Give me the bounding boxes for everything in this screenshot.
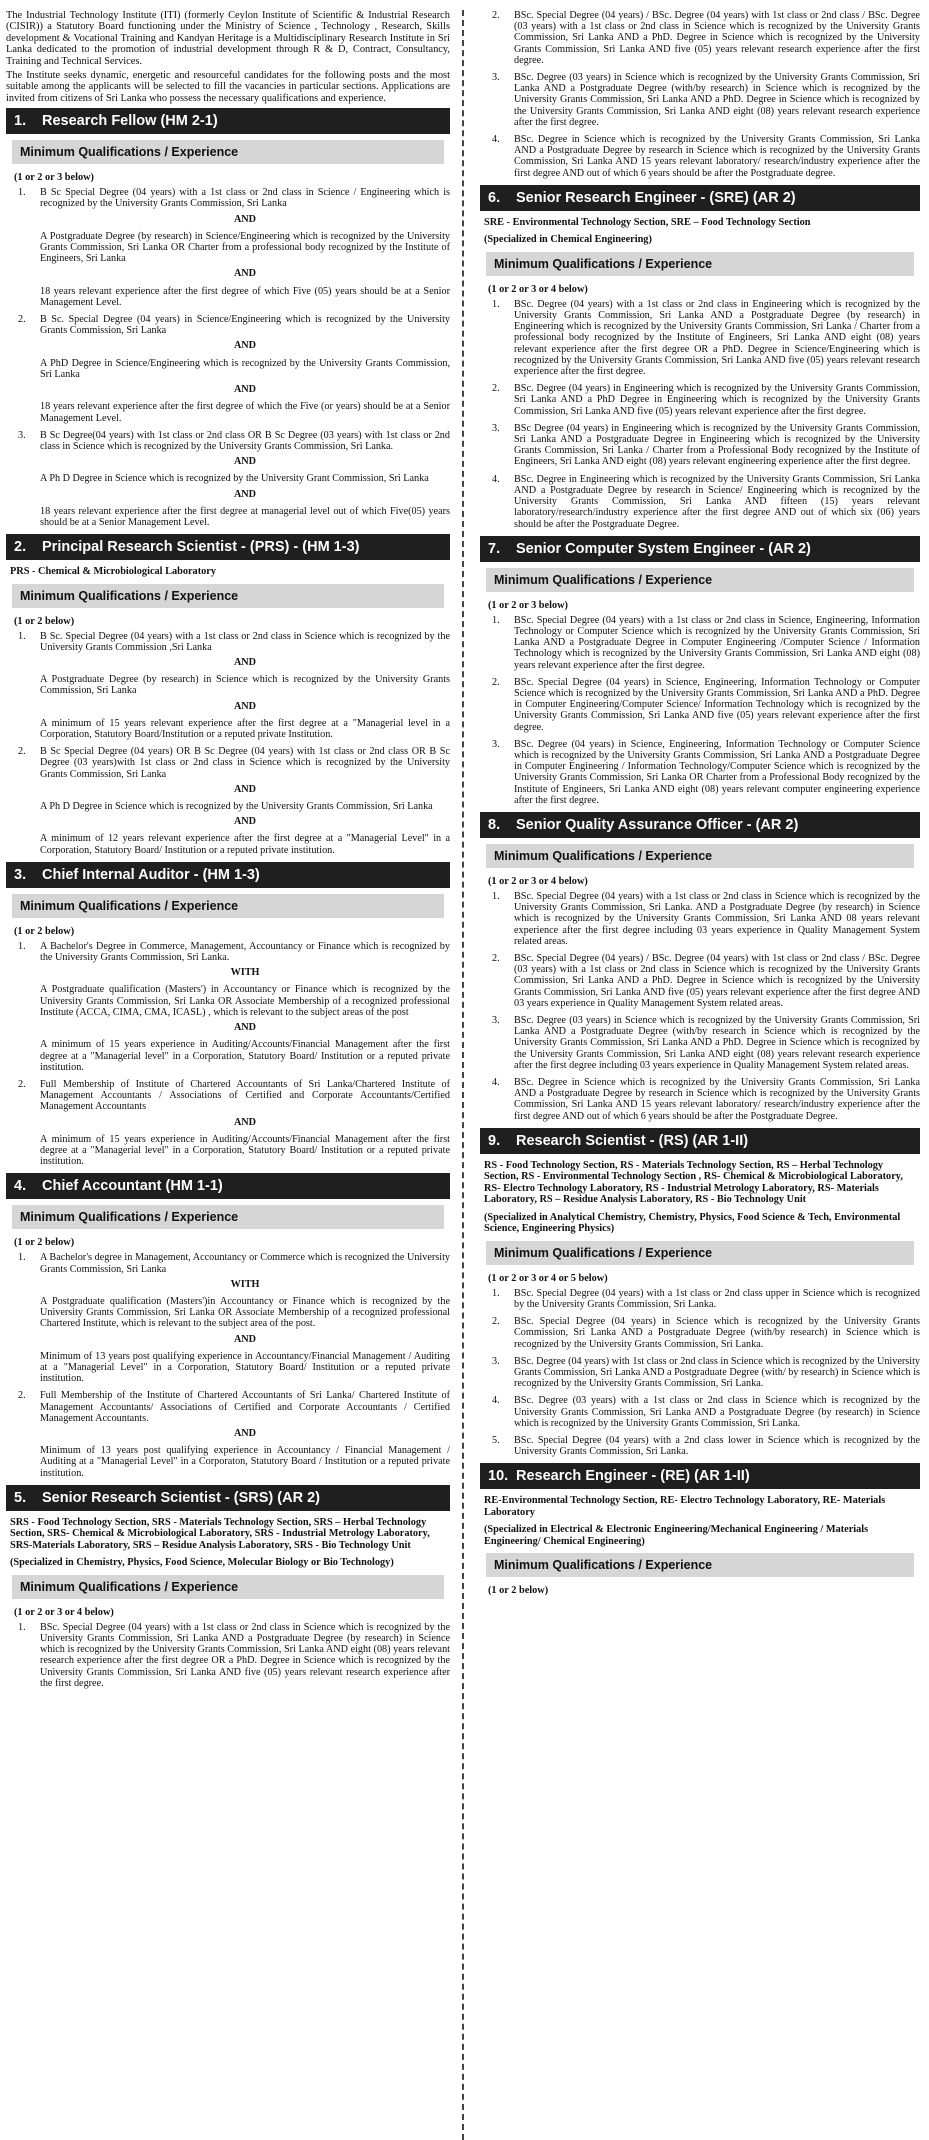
item-text: BSc. Degree (04 years) with 1st class or 2nd class in Science which is recognized by the University Grants Commission, Sri Lanka AND a Postgraduate Degree (with/ by research) in Science which is recognized by the University Grants Commission, Sri Lanka. bbox=[514, 1355, 920, 1390]
qualifications-banner: Minimum Qualifications / Experience bbox=[12, 140, 444, 164]
item-number: 2. bbox=[492, 10, 500, 21]
section-title: Senior Quality Assurance Officer - (AR 2) bbox=[516, 816, 799, 833]
item-text: BSc. Special Degree (04 years) with a 1st class or 2nd class in Science which is recognized by the University Grants Commission, Sri Lanka. AND a Postgraduate Degree (by research) in Science which is recognized by the University Grants Commission, Sri Lanka AND 08 years relevant experience after the first degree including 03 years experience in Quality Management System related areas. bbox=[514, 890, 920, 947]
conjunction: AND bbox=[233, 783, 257, 795]
section-number: 5. bbox=[14, 1489, 27, 1506]
job-section bbox=[6, 862, 450, 1167]
section-heading bbox=[6, 862, 450, 888]
item-text: BSc. Degree (04 years) in Engineering which is recognized by the University Grants Commission, Sri Lanka AND a PhD Degree in Engineering which is recognized by the University Grants Commission, Sri Lanka AND five (05) years relevant experience after the first degree. bbox=[514, 383, 920, 417]
section-specialization: (Specialized in Chemistry, Physics, Food Science, Molecular Biology or Bio Technology) bbox=[10, 1557, 394, 1569]
section-heading bbox=[6, 1173, 450, 1199]
qualification-item bbox=[488, 1288, 920, 1310]
section-heading bbox=[6, 534, 450, 560]
item-number: 1. bbox=[492, 614, 500, 626]
qualification-item bbox=[488, 677, 920, 733]
right-sections bbox=[480, 185, 920, 1597]
qualifications-banner: Minimum Qualifications / Experience bbox=[12, 1205, 444, 1229]
item-text: BSc. Special Degree (04 years) with a 2nd class lower in Science which is recognized by the University Grants Commission, Sri Lanka. bbox=[514, 1435, 920, 1458]
section-units: RS - Food Technology Section, RS - Materials Technology Section, RS – Herbal Technology Section, RS - Environmental Technology Section , RS- Chemical & Microbiological Laboratory, RS- Electro Technology Laboratory, RS - Industrial Metrology Laboratory, RS- Materials Laboratory, RS – Residue Analysis Laboratory, RS - Bio Technology Unit bbox=[484, 1159, 903, 1206]
qualification-item bbox=[14, 1390, 450, 1478]
section-number: 9. bbox=[488, 1132, 501, 1149]
qualification-item bbox=[488, 1077, 920, 1122]
item-number: 1. bbox=[18, 940, 26, 952]
job-section bbox=[6, 108, 450, 528]
section-title: Research Engineer - (RE) (AR 1-II) bbox=[516, 1468, 750, 1485]
item-text: BSc. Degree (03 years) with a 1st class or 2nd class in Science which is recognized by the University Grants Commission, Sri Lanka AND a Postgraduate Degree (by research) in Science which is recognized by the University Grants Commission, Sri Lanka. bbox=[514, 1395, 920, 1429]
continued-items bbox=[480, 10, 920, 179]
item-text: BSc. Degree in Science which is recognized by the University Grants Commission, Sri Lanka AND a Postgraduate Degree by research in Science which is recognized by the University Grants Commission, Sri Lanka AND 15 years relevant laboratory/ research/industry experience after the first degree AND out of which 6 years should be after the Postgraduate Degree. bbox=[514, 1077, 920, 1122]
section-number: 1. bbox=[14, 113, 27, 130]
item-text: A minimum of 12 years relevant experience after the first degree at a "Managerial Level" in a Corporation, Statutory Board/ Institution or a reputed private institution. bbox=[40, 833, 450, 856]
options-note: (1 or 2 or 3 or 4 below) bbox=[488, 283, 588, 295]
conjunction: AND bbox=[233, 1427, 257, 1439]
item-number: 1. bbox=[18, 1252, 26, 1264]
item-text: BSc. Degree (03 years) in Science which is recognized by the University Grants Commission, Sri Lanka AND a Postgraduate Degree (with/by research in Science which is recognized by the University Grants Commission, Sri Lanka AND a PhD. Degree in Science which is recognized by the University Grants Commission, Sri Lanka AND eight (08) years relevant research experience after the first degree including 03 years experience in Quality Management System related areas. bbox=[514, 1014, 920, 1071]
item-text: 18 years relevant experience after the first degree at managerial level out of which Five(05) years should be at a Senior Management Level. bbox=[40, 505, 450, 528]
section-number: 3. bbox=[14, 866, 27, 883]
section-title: Chief Internal Auditor - (HM 1-3) bbox=[42, 866, 260, 883]
qualification-item bbox=[488, 1015, 920, 1071]
section-heading bbox=[480, 812, 920, 838]
item-number: 1. bbox=[492, 298, 500, 310]
item-text: B Sc. Special Degree (04 years) with a 1st class or 2nd class in Science which is recognized by the University Grants Commission ,Sri Lanka bbox=[40, 630, 450, 653]
item-text: A minimum of 15 years experience in Auditing/Accounts/Financial Management after the first degree at a "Managerial level" in a Corporation, Statutory Board/ Institution or a reputed private institution. bbox=[40, 1133, 450, 1168]
qualification-item bbox=[488, 1316, 920, 1350]
job-section bbox=[480, 1463, 920, 1596]
qualification-item bbox=[14, 430, 450, 528]
item-number: 2. bbox=[18, 1390, 26, 1402]
qualifications-banner: Minimum Qualifications / Experience bbox=[12, 584, 444, 608]
item-text: BSc Degree (04 years) in Engineering which is recognized by the University Grants Commission, Sri Lanka AND a Postgraduate Degree in Engineering which is recognized by the University Grants Commission, Sri Lanka / Charter from a Professional Body recognized by the Institute of Engineers, Sri Lanka AND eight (08) years relevant engineering experience after the first degree. bbox=[514, 422, 920, 468]
section-title: Research Scientist - (RS) (AR 1-II) bbox=[516, 1132, 749, 1149]
item-text: A minimum of 15 years relevant experience after the first degree at a "Managerial level in a Corporation, Statutory Board/Institution or a reputed private Institution. bbox=[40, 717, 450, 741]
qualification-item bbox=[488, 10, 920, 66]
conjunction: AND bbox=[233, 1022, 257, 1034]
item-text: BSc. Special Degree (04 years) / BSc. Degree (04 years) with 1st class or 2nd class / BSc. Degree (03 years) with a 1st class or 2nd class in Science which is recognized by the University Grants Commission, Sri Lanka AND a PhD. Degree in Science which is recognized by the University Grants Commission, Sri Lanka AND five (05) years relevant research experience after the first degree. bbox=[514, 10, 920, 66]
options-note: (1 or 2 or 3 or 4 or 5 below) bbox=[488, 1272, 608, 1284]
item-text: BSc. Degree in Engineering which is recognized by the University Grants Commission, Sri Lanka AND a Postgraduate Degree by research in Science/ Engineering which is recognized by the University Grants Commission, Sri Lanka AND fifteen (15) years relevant laboratory/research/industry experience after the first degree AND out of which six (06) years should be after the Postgraduate Degree. bbox=[514, 473, 920, 530]
item-number: 3. bbox=[18, 429, 26, 441]
qualification-item bbox=[14, 1622, 450, 1689]
item-text: Full Membership of the Institute of Chartered Accountants of Sri Lanka/ Chartered Institute of Management Accountants/ Associations of Certified and Corporate Accountants / Certified Management Accountants. bbox=[40, 1390, 450, 1424]
qualification-item bbox=[14, 187, 450, 308]
qualification-item bbox=[488, 891, 920, 947]
options-note: (1 or 2 or 3 or 4 below) bbox=[14, 1606, 114, 1618]
intro-paragraph: The Institute seeks dynamic, energetic and resourceful candidates for the following posts and the most suitable among the applicants will be selected to fill the vacancies in particular sections. Applications are invited from citizens of Sri Lanka who possess the necessary qualifications and experience. bbox=[6, 70, 450, 104]
section-number: 7. bbox=[488, 540, 501, 557]
section-number: 8. bbox=[488, 816, 501, 833]
item-number: 3. bbox=[492, 1355, 500, 1367]
item-text: A Bachelor's Degree in Commerce, Management, Accountancy or Finance which is recognized by the University Grants Commission, Sri Lanka. bbox=[40, 940, 450, 964]
qualification-list bbox=[6, 631, 450, 856]
item-number: 4. bbox=[492, 1395, 500, 1407]
conjunction: AND bbox=[233, 213, 257, 225]
qualification-list bbox=[480, 615, 920, 806]
conjunction: AND bbox=[233, 268, 257, 280]
qualification-item bbox=[14, 941, 450, 1073]
qualification-item bbox=[488, 615, 920, 671]
section-units: RE-Environmental Technology Section, RE- Electro Technology Laboratory, RE- Materials Laboratory bbox=[484, 1495, 886, 1518]
section-number: 2. bbox=[14, 539, 27, 556]
conjunction: AND bbox=[233, 700, 257, 712]
qualifications-banner: Minimum Qualifications / Experience bbox=[486, 252, 914, 276]
right-column bbox=[468, 10, 920, 2140]
item-text: A Postgraduate Degree (by research) in Science which is recognized by the University Grants Commission, Sri Lanka bbox=[40, 674, 450, 697]
conjunction: AND bbox=[233, 657, 257, 669]
item-number: 2. bbox=[18, 746, 26, 758]
item-text: BSc. Special Degree (04 years) with a 1st class or 2nd class upper in Science which is recognized by the University Grants Commission, Sri Lanka. bbox=[514, 1287, 920, 1311]
section-number: 10. bbox=[488, 1468, 509, 1485]
item-text: BSc. Degree (04 years) in Science, Engineering, Information Technology or Computer Science which is recognized by the University Grants Commission, Sri Lanka AND a Postgraduate Degree in Computer Engineering / Information Technology/Computer Science which is recognized by the University Grants Commission, Sri Lanka OR Charter from a Professional Body recognized by the Institute of Engineers, Sri Lanka AND eight (08) years relevant computer engineering experience after the first degree. bbox=[514, 738, 920, 806]
column-divider bbox=[462, 10, 464, 2140]
job-section bbox=[6, 1173, 450, 1478]
item-text: B Sc Degree(04 years) with 1st class or 2nd class OR B Sc Degree (03 years) with 1st class or 2nd class in Science which is recognized by the University Grants Commission, Sri Lanka. bbox=[40, 429, 450, 452]
job-section bbox=[480, 185, 920, 530]
options-note: (1 or 2 or 3 below) bbox=[488, 599, 568, 611]
item-text: A Postgraduate qualification (Masters')in Accountancy or Finance which is recognized by the University Grants Commission, Sri Lanka OR Associate Membership of a recognized professional Chartered Institute, which is relevant to the subject area of the post. bbox=[40, 1295, 450, 1330]
section-units: SRS - Food Technology Section, SRS - Materials Technology Section, SRS – Herbal Technology Section, SRS- Chemical & Microbiological Laboratory, SRS - Industrial Metrology Laboratory, SRS-Materials Laboratory, SRS – Residue Analysis Laboratory, SRS - Bio Technology Unit bbox=[10, 1516, 430, 1551]
item-text: B Sc Special Degree (04 years) with a 1st class or 2nd class in Science / Engineering which is recognized by the University Grants Commission, Sri Lanka bbox=[40, 187, 450, 210]
qualification-item bbox=[488, 1435, 920, 1457]
conjunction: AND bbox=[233, 1333, 257, 1345]
section-number: 4. bbox=[14, 1178, 27, 1195]
item-text: A minimum of 15 years experience in Auditing/Accounts/Financial Management after the first degree at a "Managerial level" in a Corporation, Statutory Board/ Institution or a reputed private institution. bbox=[40, 1039, 450, 1073]
qualification-item bbox=[488, 474, 920, 530]
qualification-item bbox=[488, 299, 920, 377]
item-number: 3. bbox=[492, 72, 500, 84]
qualification-list bbox=[480, 891, 920, 1122]
item-number: 2. bbox=[492, 952, 500, 964]
item-text: BSc. Degree (04 years) with a 1st class or 2nd class in Engineering which is recognized by the University Grants Commission, Sri Lanka AND a Postgraduate Degree (by research) in Engineering which is recognized by the University Grants Commission, Sri Lanka / Charter from a professional body recognized by the Institute of Engineers, Sri Lanka AND eight (08) years relevant experience after the first degree OR a PhD. Degree in Science/Engineering which is recognized by the University Grants Commission, Sri Lanka AND five (05) years relevant research experience after the first degree. bbox=[514, 298, 920, 378]
left-column bbox=[6, 10, 458, 2140]
qualification-item bbox=[488, 72, 920, 128]
item-number: 1. bbox=[18, 630, 26, 642]
options-note: (1 or 2 below) bbox=[14, 925, 75, 937]
item-text: Minimum of 13 years post qualifying experience in Accountancy / Financial Management / Auditing at a "Managerial Level" in a Corporaton, Statutory Board / Institution or a reputed private institution. bbox=[40, 1445, 450, 1479]
item-text: B Sc. Special Degree (04 years) in Science/Engineering which is recognized by the University Grants Commission, Sri Lanka bbox=[40, 314, 450, 337]
section-specialization: (Specialized in Electrical & Electronic Engineering/Mechanical Engineering / Materials Engineering/ Chemical Engineering) bbox=[484, 1524, 869, 1547]
section-specialization: (Specialized in Analytical Chemistry, Chemistry, Physics, Food Science & Tech, Environmental Science, Engineering Physics) bbox=[484, 1211, 901, 1235]
section-title: Chief Accountant (HM 1-1) bbox=[42, 1178, 223, 1195]
item-text: BSc. Degree (03 years) in Science which is recognized by the University Grants Commission, Sri Lanka AND a Postgraduate Degree (with/by research) in Science which is recognized by the University Grants Commission, Sri Lanka AND a PhD. Degree in Science which is recognized by the University Grants Commission, Sri Lanka AND eight (08) years relevant research experience after the first degree. bbox=[514, 72, 920, 128]
section-heading bbox=[6, 1485, 450, 1511]
job-section bbox=[6, 1485, 450, 1689]
qualification-item bbox=[488, 739, 920, 806]
qualification-list bbox=[6, 1622, 450, 1689]
item-text: BSc. Special Degree (04 years) with a 1st class or 2nd class in Science, Engineering, Information Technology or Computer Science which is recognized by the University Grants Commission, Sri Lanka AND a Postgraduate Degree in Computer Engineering /Computer Science / Information Technology which is recognized by the University Grants Commission, Sri Lanka AND eight (08) years relevant experience after the first degree. bbox=[514, 614, 920, 671]
conjunction: AND bbox=[233, 1116, 257, 1128]
item-text: A Ph D Degree in Science which is recognized by the University Grants Commission, Sri Lanka bbox=[40, 801, 433, 813]
qualifications-banner: Minimum Qualifications / Experience bbox=[12, 894, 444, 918]
conjunction: AND bbox=[233, 340, 257, 352]
section-title: Research Fellow (HM 2-1) bbox=[42, 113, 218, 130]
job-section bbox=[480, 812, 920, 1122]
options-note: (1 or 2 below) bbox=[488, 1585, 549, 1597]
options-note: (1 or 2 below) bbox=[14, 1237, 75, 1249]
qualification-list bbox=[6, 941, 450, 1167]
section-title: Senior Computer System Engineer - (AR 2) bbox=[516, 540, 811, 557]
job-section bbox=[480, 1128, 920, 1458]
section-heading bbox=[480, 536, 920, 562]
section-specialization: (Specialized in Chemical Engineering) bbox=[484, 234, 652, 246]
item-number: 1. bbox=[18, 1621, 26, 1633]
section-heading bbox=[6, 108, 450, 134]
item-number: 2. bbox=[492, 383, 500, 395]
item-text: BSc. Special Degree (04 years) in Science which is recognized by the University Grants Commission, Sri Lanka AND a Postgraduate Degree (with/by research) in Science which is recognized by the University Grants Commission, Sri Lanka. bbox=[514, 1316, 920, 1350]
options-note: (1 or 2 below) bbox=[14, 615, 75, 627]
left-sections bbox=[6, 108, 450, 1689]
job-section bbox=[480, 536, 920, 806]
section-title: Principal Research Scientist - (PRS) - (HM 1-3) bbox=[42, 539, 360, 556]
item-text: Full Membership of Institute of Chartered Accountants of Sri Lanka/Chartered Institute of Management Accountants / Associations of Certified and Corporate Accountants/Certified Management Accountants bbox=[40, 1078, 450, 1113]
qualification-item bbox=[14, 631, 450, 741]
conjunction: WITH bbox=[230, 967, 260, 979]
item-number: 2. bbox=[18, 1078, 26, 1090]
qualification-item bbox=[14, 314, 450, 424]
section-number: 6. bbox=[488, 189, 501, 206]
qualification-item bbox=[14, 1252, 450, 1384]
item-number: 3. bbox=[492, 1014, 500, 1026]
qualification-list bbox=[480, 1288, 920, 1458]
item-text: BSc. Special Degree (04 years) in Science, Engineering, Information Technology or Computer Science which is recognized by the University Grants Commission, Sri Lanka AND a PhD. Degree in Computer Engineering/Computer Science/ Information Technology which is recognized by the University Grants Commission, Sri Lanka AND five (05) years relevant experience after the first degree. bbox=[514, 676, 920, 733]
qualification-item bbox=[488, 383, 920, 417]
conjunction: AND bbox=[233, 456, 257, 468]
qualification-list bbox=[480, 299, 920, 530]
item-number: 3. bbox=[492, 422, 500, 434]
item-text: BSc. Degree in Science which is recognized by the University Grants Commission, Sri Lanka AND a Postgraduate Degree by research in Science which is recognized by the University Grants Commission, Sri Lanka AND 15 years relevant laboratory/ research/industry experience after the first degree AND out of which 6 years should be after the Postgraduate degree. bbox=[514, 134, 920, 179]
conjunction: AND bbox=[233, 384, 257, 396]
item-text: BSc. Special Degree (04 years) with a 1st class or 2nd class in Science which is recognized by the University Grants Commission, Sri Lanka AND a Postgraduate Degree (by research) in Science which is recognized by the University Grants Commission, Sri Lanka AND eight (08) years relevant research experience after the first degree OR a PhD. Degree in Science which is recognized by the University Grants Commission, Sri Lanka AND five (05) years relevant research experience after the first degree. bbox=[40, 1621, 450, 1689]
section-units: PRS - Chemical & Microbiological Laboratory bbox=[10, 566, 217, 578]
item-text: A Bachelor's degree in Management, Accountancy or Commerce which is recognized the University Grants Commission, Sri Lanka bbox=[40, 1252, 450, 1275]
item-number: 3. bbox=[492, 738, 500, 750]
section-heading bbox=[480, 1128, 920, 1154]
qualification-item bbox=[488, 423, 920, 468]
item-number: 1. bbox=[492, 1287, 500, 1299]
item-text: BSc. Special Degree (04 years) / BSc. Degree (04 years) with 1st class or 2nd class / BSc. Degree (03 years) with a 1st class or 2nd class in Science which is recognized by the University Grants Commission, Sri Lanka AND a PhD. Degree in Science which is recognized by the University Grants Commission, Sri Lanka AND five (05) years relevant experience after the first degree AND 03 years experience in Quality Management System related areas. bbox=[514, 952, 920, 1009]
intro-paragraph: The Industrial Technology Institute (ITI) (formerly Ceylon Institute of Scientific & Industrial Research (CISIR)) a Statutory Board functioning under the Ministry of Science , Technology , Research, Skills development & Vocational Training and Kandyan Heritage is a Multidisciplinary Research Institute in Sri Lanka dedicated to the promotion of industrial development through R & D, Contract, Consultancy, Training and Technical Services. bbox=[6, 10, 450, 67]
item-number: 1. bbox=[18, 187, 26, 199]
item-text: A Ph D Degree in Science which is recognized by the University Grant Commission, Sri Lanka bbox=[40, 473, 429, 485]
qualifications-banner: Minimum Qualifications / Experience bbox=[486, 844, 914, 868]
item-number: 4. bbox=[492, 473, 500, 485]
job-section bbox=[6, 534, 450, 856]
section-title: Senior Research Scientist - (SRS) (AR 2) bbox=[42, 1489, 320, 1506]
item-number: 2. bbox=[18, 314, 26, 326]
qualifications-banner: Minimum Qualifications / Experience bbox=[486, 568, 914, 592]
item-number: 2. bbox=[492, 1316, 500, 1328]
item-text: A Postgraduate qualification (Masters') in Accountancy or Finance which is recognized by the University Grants Commission, Sri Lanka OR Associate Membership of a recognized professional Institute (ACCA, CIMA, CMA, ICASL) , which is relevant to the subject areas of the post bbox=[40, 984, 450, 1018]
qualifications-banner: Minimum Qualifications / Experience bbox=[12, 1575, 444, 1599]
qualification-item bbox=[14, 746, 450, 856]
qualification-item bbox=[488, 953, 920, 1009]
conjunction: AND bbox=[233, 816, 257, 828]
item-text: Minimum of 13 years post qualifying experience in Accountancy/Financial Management / Auditing at a "Managerial Level" in a Corporation, Statutory Board/ Institution or a reputed private institution. bbox=[40, 1350, 450, 1385]
item-number: 2. bbox=[492, 676, 500, 688]
qualification-item bbox=[488, 1356, 920, 1390]
item-number: 1. bbox=[492, 890, 500, 902]
qualification-item bbox=[488, 134, 920, 179]
qualification-list bbox=[6, 1252, 450, 1478]
section-heading bbox=[480, 185, 920, 211]
section-units: SRE - Environmental Technology Section, SRE – Food Technology Section bbox=[484, 216, 811, 228]
conjunction: WITH bbox=[230, 1278, 260, 1290]
item-text: A PhD Degree in Science/Engineering which is recognized by the University Grants Commission, Sri Lanka bbox=[40, 357, 450, 380]
options-note: (1 or 2 or 3 below) bbox=[14, 172, 94, 184]
conjunction: AND bbox=[233, 488, 257, 500]
qualification-item bbox=[488, 1395, 920, 1429]
item-text: 18 years relevant experience after the first degree of which the Five (or years) should be at a Senior Management Level. bbox=[40, 401, 450, 424]
item-text: B Sc Special Degree (04 years) OR B Sc Degree (04 years) with 1st class or 2nd class OR B Sc Degree (03 years)with 1st class or 2nd class in Science which is recognized by the University Grants Commission, Sri Lanka bbox=[40, 746, 450, 780]
section-heading bbox=[480, 1463, 920, 1489]
item-text: 18 years relevant experience after the first degree of which Five (05) years should be at a Senior Management Level. bbox=[40, 285, 450, 308]
section-title: Senior Research Engineer - (SRE) (AR 2) bbox=[516, 189, 796, 206]
item-number: 4. bbox=[492, 134, 500, 146]
item-text: A Postgraduate Degree (by research) in Science/Engineering which is recognized by the University Grants Commission, Sri Lanka OR Charter from a professional body recognized by the Institute of Engineers, Sri Lanka bbox=[40, 230, 450, 265]
intro bbox=[6, 10, 450, 104]
qualifications-banner: Minimum Qualifications / Experience bbox=[486, 1553, 914, 1577]
qualifications-banner: Minimum Qualifications / Experience bbox=[486, 1241, 914, 1265]
item-number: 4. bbox=[492, 1077, 500, 1088]
qualification-item bbox=[14, 1079, 450, 1167]
qualification-list bbox=[6, 187, 450, 528]
options-note: (1 or 2 or 3 or 4 below) bbox=[488, 875, 588, 887]
item-number: 5. bbox=[492, 1435, 500, 1447]
